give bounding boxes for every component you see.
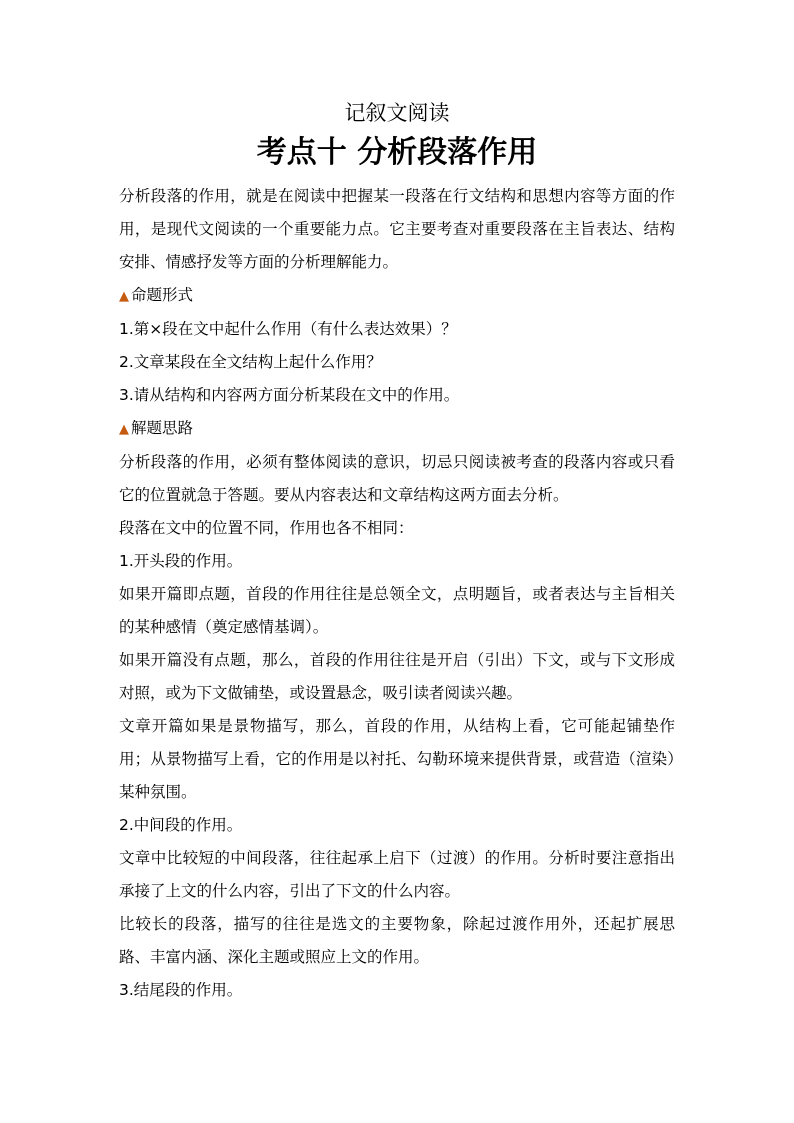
opening-paragraph: 如果开篇没有点题，那么，首段的作用往往是开启（引出）下文，或与下文形成对照，或为下文做铺垫，或设置悬念，吸引读者阅读兴趣。: [119, 651, 675, 702]
opening-paragraph: 如果开篇即点题，首段的作用往往是总领全文，点明题旨，或者表达与主旨相关的某种感情（奠定感情基调）。: [119, 585, 675, 636]
document-title: 考点十 分析段落作用: [256, 135, 538, 170]
approach-paragraph: 分析段落的作用，必须有整体阅读的意识，切忌只阅读被考查的段落内容或只看它的位置就急于答题。要从内容表达和文章结构这两方面去分析。: [119, 453, 675, 504]
middle-paragraph: 比较长的段落，描写的往往是选文的主要物象，除起过渡作用外，还起扩展思路、丰富内涵、深化主题或照应上文的作用。: [119, 915, 675, 966]
ending-section-title: 3.结尾段的作用。: [119, 981, 243, 999]
document-page: [119, 96, 675, 1007]
section-heading-approach: [119, 412, 675, 446]
triangle-bullet-icon: ▲: [119, 289, 129, 304]
section-heading-label: 解题思路: [131, 419, 194, 437]
triangle-bullet-icon: ▲: [119, 422, 129, 437]
question-form-item: 1.第×段在文中起什么作用（有什么表达效果）？: [119, 320, 457, 338]
section-heading-question-forms: [119, 279, 675, 313]
opening-paragraph: 文章开篇如果是景物描写，那么，首段的作用，从结构上看，它可能起铺垫作用；从景物描写上看，它的作用是以衬托、勾勒环境来提供背景，或营造（渲染）某种氛围。: [119, 717, 675, 801]
question-form-item: 2.文章某段在全文结构上起什么作用？: [119, 353, 382, 371]
opening-section-title: 1.开头段的作用。: [119, 552, 243, 570]
document-subtitle: 记叙文阅读: [344, 101, 450, 125]
intro-paragraph: 分析段落的作用，就是在阅读中把握某一段落在行文结构和思想内容等方面的作用，是现代文阅读的一个重要能力点。它主要考查对重要段落在主旨表达、结构安排、情感抒发等方面的分析理解能力。: [119, 187, 675, 271]
section-heading-label: 命题形式: [131, 286, 194, 304]
question-form-item: 3.请从结构和内容两方面分析某段在文中的作用。: [119, 386, 460, 404]
approach-paragraph: 段落在文中的位置不同，作用也各不相同：: [119, 519, 414, 537]
middle-paragraph: 文章中比较短的中间段落，往往起承上启下（过渡）的作用。分析时要注意指出承接了上文的什么内容，引出了下文的什么内容。: [119, 849, 675, 900]
middle-section-title: 2.中间段的作用。: [119, 816, 243, 834]
